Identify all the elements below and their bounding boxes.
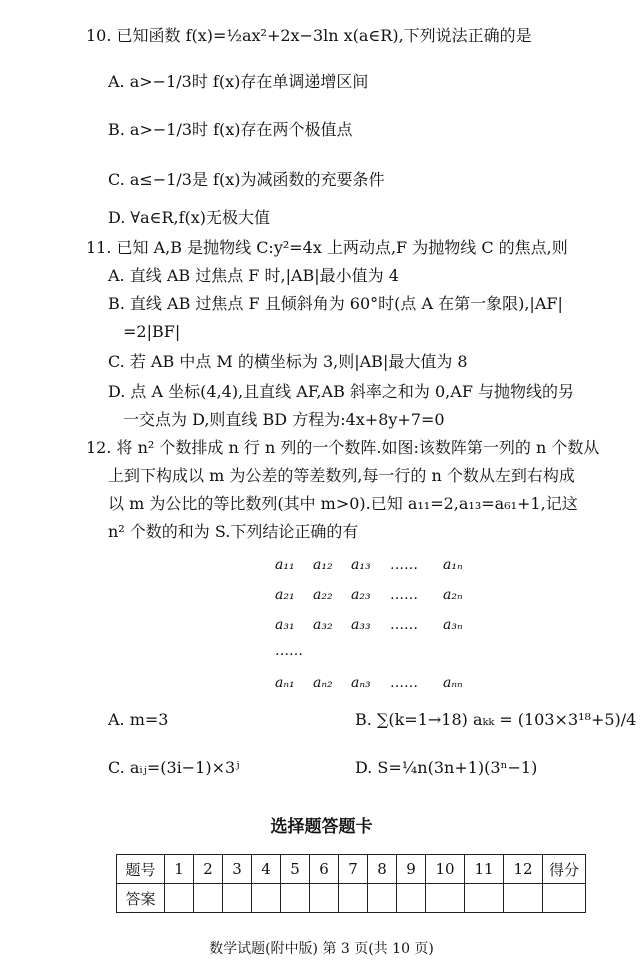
question-number-cell: 6 [310, 855, 339, 884]
question-12-option-d: D. S=¼n(3n+1)(3ⁿ−1) [355, 758, 538, 777]
question-number-cell: 2 [194, 855, 223, 884]
question-number-cell: 7 [339, 855, 368, 884]
page-footer: 数学试题(附中版) 第 3 页(共 10 页) [209, 941, 434, 957]
matrix-cell: …… [390, 587, 418, 603]
answer-card-table [116, 854, 586, 913]
question-11-option-c: C. 若 AB 中点 M 的横坐标为 3,则|AB|最大值为 8 [108, 352, 468, 371]
question-number-cell: 9 [397, 855, 426, 884]
matrix-row-n [270, 675, 500, 697]
question-11-option-a: A. 直线 AB 过焦点 F 时,|AB|最小值为 4 [108, 266, 399, 285]
question-number-cell: 1 [165, 855, 194, 884]
matrix-cell: a₃ₙ [443, 617, 463, 633]
question-12-option-c: C. aᵢⱼ=(3i−1)×3ʲ [108, 758, 240, 777]
question-number-cell: 5 [281, 855, 310, 884]
matrix-cell: a₃₁ [275, 617, 295, 633]
answer-input-cell[interactable] [252, 884, 281, 913]
question-12-stem-line-4: n² 个数的和为 S.下列结论正确的有 [108, 522, 359, 541]
answer-input-cell[interactable] [165, 884, 194, 913]
score-label-cell: 得分 [543, 855, 586, 884]
matrix-row-ellipsis [270, 643, 500, 665]
matrix-cell: a₁₃ [351, 557, 371, 573]
matrix-cell: aₙ₁ [275, 675, 295, 691]
question-11-option-b-continued: =2|BF| [123, 322, 181, 341]
matrix-cell: a₂₁ [275, 587, 295, 603]
matrix-cell: aₙₙ [443, 675, 463, 691]
matrix-cell: …… [275, 643, 303, 659]
question-12-option-b: B. ∑(k=1→18) aₖₖ = (103×3¹⁸+5)/4 [355, 710, 637, 729]
question-11-option-d-continued: 一交点为 D,则直线 BD 方程为:4x+8y+7=0 [123, 410, 445, 429]
question-11-option-b: B. 直线 AB 过焦点 F 且倾斜角为 60°时(点 A 在第一象限),|AF| [108, 294, 563, 313]
question-11-stem: 11. 已知 A,B 是抛物线 C:y²=4x 上两动点,F 为抛物线 C 的焦点,则 [86, 238, 568, 257]
question-10-option-c: C. a≤−1/3是 f(x)为减函数的充要条件 [108, 170, 385, 189]
question-number-cell: 11 [465, 855, 504, 884]
matrix-cell: …… [390, 675, 418, 691]
answer-input-cell[interactable] [281, 884, 310, 913]
answer-input-cell[interactable] [368, 884, 397, 913]
matrix-cell: a₁₂ [313, 557, 333, 573]
question-number-cell: 10 [426, 855, 465, 884]
question-12-stem-line-1: 12. 将 n² 个数排成 n 行 n 列的一个数阵.如图:该数阵第一列的 n 个数从 [86, 438, 600, 457]
matrix-cell: …… [390, 557, 418, 573]
matrix-row-2 [270, 587, 500, 609]
matrix-cell: a₂₃ [351, 587, 371, 603]
matrix-cell: a₂₂ [313, 587, 333, 603]
score-input-cell[interactable] [543, 884, 586, 913]
question-10-option-d: D. ∀a∈R,f(x)无极大值 [108, 208, 271, 227]
answer-input-cell[interactable] [339, 884, 368, 913]
matrix-cell: aₙ₃ [351, 675, 371, 691]
header-label-cell: 题号 [117, 855, 165, 884]
matrix-cell: …… [390, 617, 418, 633]
matrix-cell: a₂ₙ [443, 587, 463, 603]
matrix-cell: aₙ₂ [313, 675, 333, 691]
question-11-option-d: D. 点 A 坐标(4,4),且直线 AF,AB 斜率之和为 0,AF 与抛物线的另 [108, 382, 575, 401]
matrix-cell: a₁ₙ [443, 557, 463, 573]
answer-input-cell[interactable] [194, 884, 223, 913]
question-number-cell: 12 [504, 855, 543, 884]
matrix-cell: a₁₁ [275, 557, 295, 573]
answer-input-cell[interactable] [223, 884, 252, 913]
question-number-cell: 8 [368, 855, 397, 884]
answer-input-cell[interactable] [504, 884, 543, 913]
answer-input-cell[interactable] [465, 884, 504, 913]
answer-input-cell[interactable] [397, 884, 426, 913]
answer-card-answer-row [117, 884, 586, 913]
question-10-stem: 10. 已知函数 f(x)=½ax²+2x−3ln x(a∈R),下列说法正确的是 [86, 26, 532, 45]
matrix-cell: a₃₃ [351, 617, 371, 633]
question-12-stem-line-2: 上到下构成以 m 为公差的等差数列,每一行的 n 个数从左到右构成 [108, 466, 575, 485]
answer-card-title: 选择题答题卡 [270, 817, 373, 837]
matrix-cell: a₃₂ [313, 617, 333, 633]
question-10-option-b: B. a>−1/3时 f(x)存在两个极值点 [108, 120, 353, 139]
answer-label-cell: 答案 [117, 884, 165, 913]
question-number-cell: 4 [252, 855, 281, 884]
matrix-row-1 [270, 557, 500, 579]
answer-input-cell[interactable] [426, 884, 465, 913]
question-number-cell: 3 [223, 855, 252, 884]
question-12-stem-line-3: 以 m 为公比的等比数列(其中 m>0).已知 a₁₁=2,a₁₃=a₆₁+1,记这 [108, 494, 578, 513]
question-12-option-a: A. m=3 [108, 710, 169, 729]
answer-input-cell[interactable] [310, 884, 339, 913]
answer-card-header-row [117, 855, 586, 884]
matrix-row-3 [270, 617, 500, 639]
question-10-option-a: A. a>−1/3时 f(x)存在单调递增区间 [108, 72, 369, 91]
